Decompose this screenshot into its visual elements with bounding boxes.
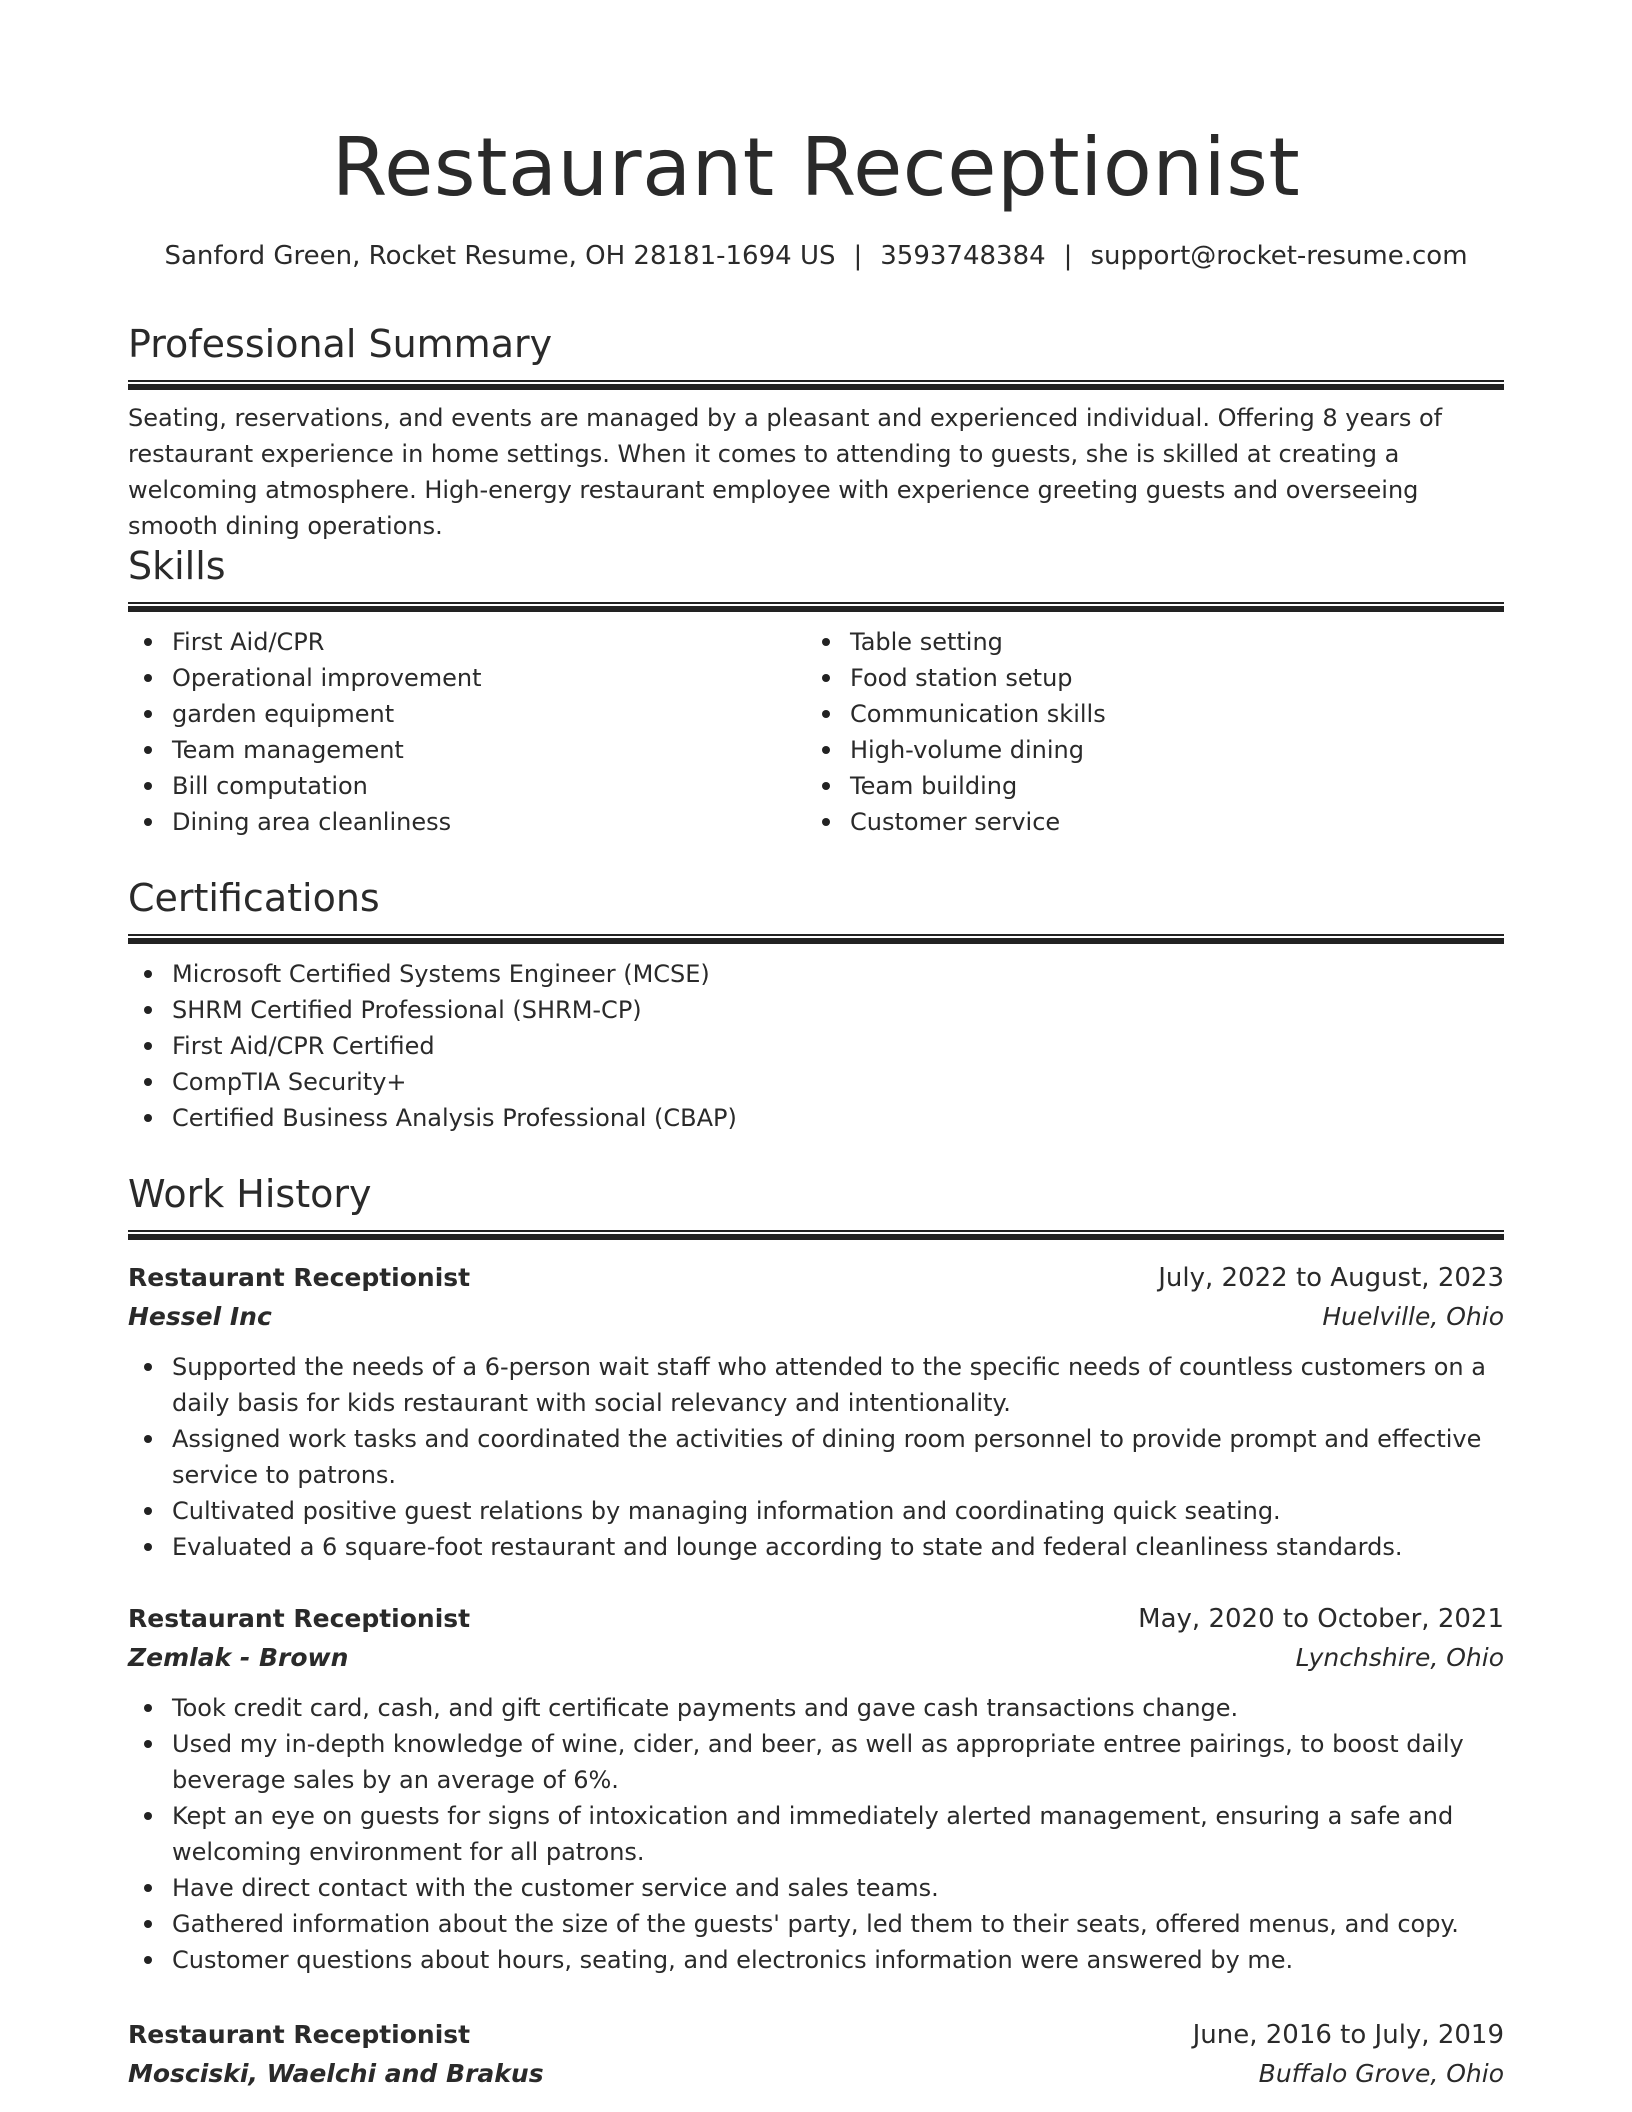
resume-page [128,0,1504,2112]
job-duty: Customer questions about hours, seating, and electronics information were answered by me. [128,1942,1504,1978]
summary-section [128,318,1504,544]
job-title: Restaurant Receptionist [128,2020,471,2049]
job-entry [128,2016,1504,2094]
job-subheader [128,1297,1504,1337]
resume-name: Restaurant Receptionist [331,121,1301,214]
certification-item: First Aid/CPR Certified [128,1028,1504,1064]
job-location: Huelville, Ohio [1322,1302,1504,1331]
skill-item: High-volume dining [806,732,1484,768]
skill-item: Table setting [806,624,1484,660]
job-title: Restaurant Receptionist [128,1263,471,1292]
skill-item: Team building [806,768,1484,804]
skill-item: Customer service [806,804,1484,840]
job-duty: Assigned work tasks and coordinated the activities of dining room personnel to provide prompt and effective service to patrons. [128,1421,1504,1493]
contact-address: Sanford Green, Rocket Resume, OH 28181-1694 US [164,241,836,271]
job-dates: May, 2020 to October, 2021 [1138,1604,1504,1634]
job-duty: Took credit card, cash, and gift certificate payments and gave cash transactions change. [128,1690,1504,1726]
certification-item: SHRM Certified Professional (SHRM-CP) [128,992,1504,1028]
summary-heading: Professional Summary [128,322,553,366]
contact-phone: 3593748384 [880,241,1046,271]
contact-separator: | [853,241,863,271]
skills-heading: Skills [128,544,226,588]
skills-list-left [128,624,806,840]
job-duties-list [128,1690,1504,1978]
job-subheader [128,1638,1504,1678]
job-duty: Used my in-depth knowledge of wine, cider, and beer, as well as appropriate entree pairings, to boost daily beverage sales by an average of 6%. [128,1726,1504,1798]
job-title: Restaurant Receptionist [128,1604,471,1633]
section-divider [128,1230,1504,1240]
skill-item: garden equipment [128,696,806,732]
job-header [128,1259,1504,1297]
job-entry [128,1259,1504,1565]
skills-section [128,540,1504,840]
section-divider [128,380,1504,390]
job-entry [128,1600,1504,1978]
certification-item: Microsoft Certified Systems Engineer (MCSE) [128,956,1504,992]
section-divider [128,934,1504,944]
job-subheader [128,2054,1504,2094]
skills-columns [128,624,1504,840]
job-duty: Kept an eye on guests for signs of intoxication and immediately alerted management, ensuring a safe and welcoming environment for all patrons. [128,1798,1504,1870]
skill-item: Team management [128,732,806,768]
certification-item: CompTIA Security+ [128,1064,1504,1100]
summary-text: Seating, reservations, and events are managed by a pleasant and experienced individual. Offering 8 years of restaurant experience in home settings. When it comes to attending to guests, she is skilled at creating a welcoming atmosphere. High-energy restaurant employee with experience greeting guests and overseeing smooth dining operations. [128,404,1443,540]
job-duty: Supported the needs of a 6-person wait staff who attended to the specific needs of countless customers on a daily basis for kids restaurant with social relevancy and intentionality. [128,1349,1504,1421]
job-company: Mosciski, Waelchi and Brakus [128,2059,544,2088]
work-history-section [128,1168,1504,1240]
skill-item: Dining area cleanliness [128,804,806,840]
contact-email: support@rocket-resume.com [1090,241,1468,271]
job-header [128,1600,1504,1638]
work-history-heading: Work History [128,1172,372,1216]
skill-item: Bill computation [128,768,806,804]
skill-item: Operational improvement [128,660,806,696]
job-dates: July, 2022 to August, 2023 [1158,1263,1504,1293]
job-duties-list [128,1349,1504,1565]
job-dates: June, 2016 to July, 2019 [1192,2020,1504,2050]
skills-list-right [806,624,1484,840]
job-duty: Have direct contact with the customer service and sales teams. [128,1870,1504,1906]
job-header [128,2016,1504,2054]
certification-item: Certified Business Analysis Professional (CBAP) [128,1100,1504,1136]
job-location: Lynchshire, Ohio [1295,1643,1504,1672]
skill-item: First Aid/CPR [128,624,806,660]
job-duty: Evaluated a 6 square-foot restaurant and lounge according to state and federal cleanliness standards. [128,1529,1504,1565]
skill-item: Food station setup [806,660,1484,696]
certifications-heading: Certifications [128,876,380,920]
job-location: Buffalo Grove, Ohio [1258,2059,1504,2088]
certifications-section [128,872,1504,1136]
job-company: Zemlak - Brown [128,1643,349,1672]
skill-item: Communication skills [806,696,1484,732]
job-duty: Cultivated positive guest relations by managing information and coordinating quick seating. [128,1493,1504,1529]
job-duty: Gathered information about the size of the guests' party, led them to their seats, offered menus, and copy. [128,1906,1504,1942]
contact-separator: | [1063,241,1073,271]
contact-line [128,238,1504,274]
job-company: Hessel Inc [128,1302,272,1331]
section-divider [128,602,1504,612]
certifications-list [128,956,1504,1136]
